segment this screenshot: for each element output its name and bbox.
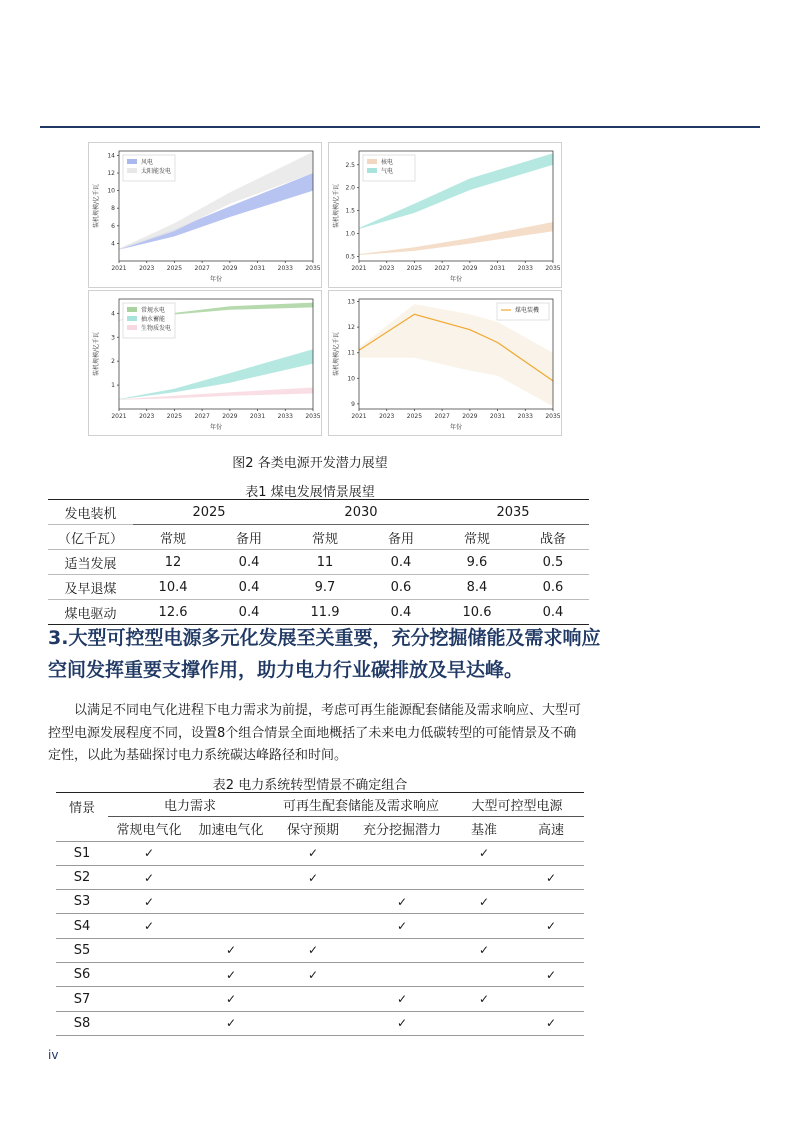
empty-cell (272, 987, 354, 1011)
y-axis-label: 装机规模/亿千瓦 (333, 331, 340, 377)
chart-svg (329, 143, 561, 287)
table-row (48, 550, 589, 575)
empty-cell (518, 890, 584, 914)
y-tick-label: 4 (111, 240, 115, 248)
table-row (56, 890, 584, 914)
y-axis-label: 装机规模/亿千瓦 (93, 331, 100, 377)
table2-head: 情景 (56, 793, 108, 842)
table2-group: 电力需求 (108, 793, 272, 817)
cell: 0.4 (365, 550, 437, 575)
scenario-label: S7 (56, 987, 108, 1011)
table2-sub: 基准 (450, 817, 518, 841)
y-tick-label: 13 (347, 298, 355, 306)
empty-cell (450, 865, 518, 889)
table-row (56, 841, 584, 865)
x-tick-label: 2021 (111, 265, 127, 272)
table1-caption: 表1 煤电发展情景展望 (245, 485, 375, 500)
x-tick-label: 2035 (305, 265, 321, 272)
y-tick-label: 0.5 (345, 253, 355, 261)
x-tick-label: 2035 (545, 265, 561, 272)
x-axis-label: 年份 (449, 424, 463, 431)
x-tick-label: 2027 (194, 413, 210, 420)
row-label: 适当发展 (48, 550, 133, 575)
chart-wind-solar (88, 142, 322, 288)
table2-sub: 常规电气化 (108, 817, 190, 841)
y-tick-label: 10 (107, 187, 115, 195)
x-tick-label: 2033 (277, 413, 293, 420)
x-tick-label: 2025 (406, 413, 423, 420)
check-mark: ✓ (354, 987, 450, 1011)
chart-coal (328, 290, 562, 436)
check-mark: ✓ (518, 865, 584, 889)
check-mark: ✓ (190, 938, 272, 962)
x-tick-label: 2025 (406, 265, 423, 272)
y-tick-label: 1.5 (345, 207, 355, 215)
table1-sub: 常规 (133, 525, 213, 550)
x-tick-label: 2025 (166, 265, 183, 272)
x-tick-label: 2029 (462, 265, 478, 272)
figure-caption: 图2 各类电源开发潜力展望 (232, 456, 388, 471)
empty-cell (450, 914, 518, 938)
empty-cell (354, 865, 450, 889)
check-mark: ✓ (190, 1011, 272, 1035)
cell: 12 (133, 550, 213, 575)
empty-cell (272, 1011, 354, 1035)
scenario-label: S5 (56, 938, 108, 962)
check-mark: ✓ (450, 890, 518, 914)
empty-cell (354, 938, 450, 962)
x-tick-label: 2031 (249, 265, 266, 272)
empty-cell (518, 841, 584, 865)
empty-cell (354, 841, 450, 865)
table-row (56, 938, 584, 962)
check-mark: ✓ (354, 890, 450, 914)
x-tick-label: 2035 (305, 413, 321, 420)
y-tick-label: 2.5 (345, 161, 355, 169)
cell: 0.4 (213, 550, 285, 575)
y-tick-label: 2 (111, 358, 115, 366)
check-mark: ✓ (190, 987, 272, 1011)
y-tick-label: 3 (111, 334, 115, 342)
check-mark: ✓ (450, 938, 518, 962)
scenario-label: S1 (56, 841, 108, 865)
x-tick-label: 2027 (434, 265, 450, 272)
scenario-label: S2 (56, 865, 108, 889)
table1-sub: 战备 (517, 525, 589, 550)
chart-svg (89, 143, 321, 287)
table1-year: 2030 (285, 500, 437, 525)
check-mark: ✓ (108, 865, 190, 889)
table2-sub: 高速 (518, 817, 584, 841)
check-mark: ✓ (272, 938, 354, 962)
y-tick-label: 6 (111, 222, 115, 230)
row-label: 及早退煤 (48, 575, 133, 600)
legend-swatch (127, 159, 137, 164)
legend-entry: 煤电装機 (515, 307, 540, 314)
check-mark: ✓ (190, 963, 272, 987)
x-tick-label: 2031 (249, 413, 266, 420)
legend-swatch (127, 307, 137, 312)
check-mark: ✓ (272, 841, 354, 865)
x-tick-label: 2035 (545, 413, 561, 420)
check-mark: ✓ (518, 914, 584, 938)
x-tick-label: 2033 (517, 413, 533, 420)
cell: 10.4 (133, 575, 213, 600)
table-row (56, 963, 584, 987)
table-row (56, 987, 584, 1011)
x-tick-label: 2033 (277, 265, 293, 272)
table-row (56, 914, 584, 938)
scenario-combination-table (56, 792, 584, 1036)
cell: 10.6 (462, 604, 492, 620)
empty-cell (108, 938, 190, 962)
table2-sub: 充分挖掘潜力 (354, 817, 450, 841)
empty-cell (190, 841, 272, 865)
empty-cell (190, 865, 272, 889)
table1-year: 2025 (133, 500, 285, 525)
empty-cell (272, 890, 354, 914)
chart-nuclear-gas (328, 142, 562, 288)
legend-entry: 抽水蓄能 (141, 316, 166, 323)
check-mark: ✓ (272, 963, 354, 987)
y-tick-label: 12 (347, 324, 355, 332)
check-mark: ✓ (518, 1011, 584, 1035)
scenario-label: S4 (56, 914, 108, 938)
y-axis-label: 装机规模/亿千瓦 (93, 183, 100, 229)
scenario-label: S6 (56, 963, 108, 987)
legend-swatch (367, 159, 377, 164)
table1-head2: （亿千瓦） (48, 525, 133, 550)
check-mark: ✓ (518, 963, 584, 987)
y-tick-label: 1 (111, 382, 115, 390)
x-tick-label: 2023 (139, 413, 155, 420)
empty-cell (450, 963, 518, 987)
table2-caption: 表2 电力系统转型情景不确定组合 (212, 778, 408, 793)
cell: 0.4 (390, 604, 412, 620)
cell: 9.7 (285, 575, 365, 600)
x-tick-label: 2027 (194, 265, 210, 272)
check-mark: ✓ (108, 890, 190, 914)
x-tick-label: 2021 (111, 413, 127, 420)
table2-sub: 保守预期 (272, 817, 354, 841)
x-tick-label: 2023 (379, 413, 395, 420)
legend-entry: 风电 (141, 159, 154, 166)
empty-cell (518, 987, 584, 1011)
y-tick-label: 2.0 (345, 184, 355, 192)
coal-scenario-table (48, 499, 589, 625)
legend-entry: 核电 (381, 159, 394, 166)
empty-cell (190, 890, 272, 914)
page-number: iv (48, 1048, 59, 1062)
cell: 0.6 (517, 575, 589, 600)
x-tick-label: 2027 (434, 413, 450, 420)
legend-entry: 生物质发电 (141, 325, 172, 332)
check-mark: ✓ (272, 865, 354, 889)
header-rule (40, 126, 760, 128)
table-row (56, 865, 584, 889)
table2-sub: 加速电气化 (190, 817, 272, 841)
empty-cell (450, 1011, 518, 1035)
row-label: 煤电驱动 (64, 606, 117, 622)
chart-svg (329, 291, 561, 435)
x-tick-label: 2021 (351, 265, 367, 272)
check-mark: ✓ (450, 987, 518, 1011)
table-row (56, 1011, 584, 1035)
body-paragraph (48, 700, 588, 768)
cell: 0.4 (542, 604, 564, 620)
x-axis-label: 年份 (449, 276, 463, 283)
legend-swatch (367, 168, 377, 173)
cell: 0.4 (238, 604, 260, 620)
x-axis-label: 年份 (209, 424, 223, 431)
x-tick-label: 2023 (379, 265, 395, 272)
table1-sub: 备用 (213, 525, 285, 550)
y-tick-label: 14 (107, 152, 115, 160)
check-mark: ✓ (450, 841, 518, 865)
legend-swatch (127, 325, 137, 330)
x-tick-label: 2031 (489, 413, 506, 420)
empty-cell (272, 914, 354, 938)
x-axis-label: 年份 (209, 276, 223, 283)
empty-cell (108, 963, 190, 987)
x-tick-label: 2021 (351, 413, 367, 420)
check-mark: ✓ (354, 914, 450, 938)
series-band (359, 222, 553, 255)
chart-hydro-storage-biomass (88, 290, 322, 436)
table2-group: 可再生配套储能及需求响应 (272, 793, 450, 817)
y-axis-label: 装机规模/亿千瓦 (333, 183, 340, 229)
x-tick-label: 2029 (462, 413, 478, 420)
x-tick-label: 2031 (489, 265, 506, 272)
check-mark: ✓ (108, 841, 190, 865)
empty-cell (518, 938, 584, 962)
table1-sub: 常规 (437, 525, 517, 550)
cell: 12.6 (158, 604, 188, 620)
legend-entry: 气电 (381, 168, 394, 175)
y-tick-label: 8 (111, 205, 115, 213)
cell: 9.6 (437, 550, 517, 575)
table2-group: 大型可控型电源 (450, 793, 584, 817)
y-tick-label: 1.0 (345, 230, 355, 238)
empty-cell (354, 963, 450, 987)
cell: 8.4 (437, 575, 517, 600)
legend-entry: 常规水电 (141, 307, 166, 314)
chart-svg (89, 291, 321, 435)
table1-sub: 备用 (365, 525, 437, 550)
table-row (48, 575, 589, 600)
y-tick-label: 4 (111, 310, 115, 318)
cell: 11 (285, 550, 365, 575)
y-tick-label: 10 (347, 375, 355, 383)
table1-head1: 发电装机 (48, 500, 133, 525)
legend-swatch (127, 316, 137, 321)
x-tick-label: 2029 (222, 413, 238, 420)
y-tick-label: 12 (107, 170, 115, 177)
empty-cell (190, 914, 272, 938)
y-tick-label: 11 (347, 349, 355, 357)
table1-year: 2035 (437, 500, 589, 525)
section-heading: 3.大型可控型电源多元化发展至关重要，充分挖掘储能及需求响应空间发挥重要支撑作用，助力电力行业碳排放及早达峰。 (48, 627, 601, 681)
scenario-label: S8 (56, 1011, 108, 1035)
x-tick-label: 2023 (139, 265, 155, 272)
legend-entry: 太阳能发电 (141, 168, 172, 175)
empty-cell (108, 1011, 190, 1035)
x-tick-label: 2029 (222, 265, 238, 272)
y-tick-label: 9 (351, 400, 355, 408)
paragraph-text: 以满足不同电气化进程下电力需求为前提，考虑可再生能源配套储能及需求响应、大型可控型电源发展程度不同，设置8个组合情景全面地概括了未来电力低碳转型的可能情景及不确定性，以此为基础探讨电力系统碳达峰路径和时间。 (48, 703, 582, 763)
empty-cell (108, 987, 190, 1011)
cell: 0.6 (365, 575, 437, 600)
x-tick-label: 2025 (166, 413, 183, 420)
legend-swatch (127, 168, 137, 173)
check-mark: ✓ (108, 914, 190, 938)
table1-sub: 常规 (285, 525, 365, 550)
cell: 0.4 (213, 575, 285, 600)
cell: 11.9 (310, 604, 340, 620)
check-mark: ✓ (354, 1011, 450, 1035)
table-row (48, 600, 589, 625)
x-tick-label: 2033 (517, 265, 533, 272)
scenario-label: S3 (56, 890, 108, 914)
cell: 0.5 (517, 550, 589, 575)
